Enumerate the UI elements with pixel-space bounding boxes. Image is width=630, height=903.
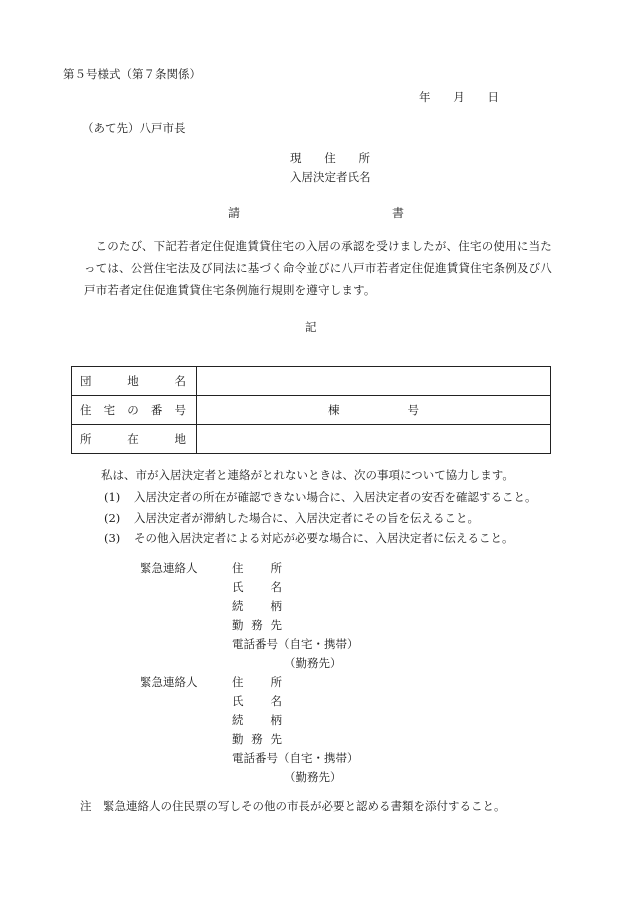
room-unit-label: 号 bbox=[407, 403, 419, 417]
field-char: 続 bbox=[232, 713, 244, 727]
label-char: 地 bbox=[174, 432, 186, 446]
contact-relationship-label bbox=[232, 715, 282, 727]
contact-address-label bbox=[232, 677, 282, 689]
building-unit-label: 棟 bbox=[328, 403, 340, 417]
note-text: 緊急連絡人の住民票の写しその他の市長が必要と認める書類を添付すること。 bbox=[103, 799, 506, 813]
document-title bbox=[228, 207, 404, 219]
field-char: 住 bbox=[232, 675, 244, 689]
field-char: 勤 bbox=[232, 618, 244, 632]
date-day-label: 日 bbox=[487, 90, 499, 104]
field-char: 名 bbox=[270, 580, 282, 594]
label-char: 団 bbox=[80, 374, 92, 388]
note-mark: 注 bbox=[80, 799, 92, 813]
pledge-line: び八戸市若者定住促進賃貸住宅条例施行規則を遵守します。 bbox=[84, 261, 553, 297]
label-char: 名 bbox=[174, 374, 186, 388]
label-char: 地 bbox=[127, 374, 139, 388]
label-char: 在 bbox=[127, 432, 139, 446]
title-char: 書 bbox=[391, 206, 404, 220]
address-char: 住 bbox=[324, 151, 336, 165]
date-line bbox=[419, 92, 499, 104]
cooperation-item-number: (1) bbox=[104, 490, 121, 504]
contact-name-label bbox=[232, 696, 282, 708]
pledge-line: たっては、公営住宅法及び同法に基づく命令並びに八戸市若者定住促進賃貸住宅条例及 bbox=[84, 239, 552, 275]
field-char: 柄 bbox=[270, 599, 282, 613]
contact-phone-label: 電話番号（自宅・携帯） bbox=[232, 637, 359, 651]
field-char: 務 bbox=[251, 732, 263, 746]
title-char: 請 bbox=[228, 206, 241, 220]
date-year-label: 年 bbox=[419, 90, 431, 104]
field-char: 務 bbox=[251, 618, 263, 632]
contact-name-label bbox=[232, 582, 282, 594]
field-char: 所 bbox=[270, 561, 282, 575]
contact-address-label bbox=[232, 563, 282, 575]
table-row bbox=[72, 367, 551, 396]
address-char: 現 bbox=[290, 151, 302, 165]
housing-complex-label bbox=[72, 367, 197, 396]
contact-workplace-label bbox=[232, 734, 282, 746]
field-char: 柄 bbox=[270, 713, 282, 727]
field-char: 氏 bbox=[232, 580, 244, 594]
contact-work-phone-label: （勤務先） bbox=[284, 656, 342, 670]
contact-work-phone-label: （勤務先） bbox=[284, 770, 342, 784]
label-char: 所 bbox=[80, 432, 92, 446]
table-row bbox=[72, 425, 551, 454]
field-char: 住 bbox=[232, 561, 244, 575]
cooperation-item-text: 入居決定者が滞納した場合に、入居決定者にその旨を伝えること。 bbox=[134, 511, 479, 525]
field-char: 続 bbox=[232, 599, 244, 613]
housing-number-label bbox=[72, 396, 197, 425]
applicant-name-label: 入居決定者氏名 bbox=[290, 170, 371, 184]
pledge-paragraph bbox=[84, 235, 552, 301]
field-char: 勤 bbox=[232, 732, 244, 746]
cooperation-item-number: (2) bbox=[104, 511, 121, 525]
field-char: 先 bbox=[270, 732, 282, 746]
emergency-contact-label: 緊急連絡人 bbox=[140, 675, 198, 689]
housing-number-field[interactable] bbox=[197, 396, 551, 425]
cooperation-intro: 私は、市が入居決定者と連絡がとれないときは、次の事項について協力します。 bbox=[101, 468, 514, 482]
ki-heading: 記 bbox=[305, 320, 317, 334]
addressee: （あて先）八戸市長 bbox=[82, 121, 186, 135]
location-field[interactable] bbox=[197, 425, 551, 454]
current-address-label bbox=[290, 153, 370, 165]
emergency-contact-label: 緊急連絡人 bbox=[140, 561, 198, 575]
address-char: 所 bbox=[358, 151, 370, 165]
table-row bbox=[72, 396, 551, 425]
cooperation-item-text: 入居決定者の所在が確認できない場合に、入居決定者の安否を確認すること。 bbox=[134, 490, 537, 504]
pledge-line: このたび、下記若者定住促進賃貸住宅の入居の承認を受けましたが、住宅の使用に当 bbox=[95, 239, 541, 253]
label-char: の bbox=[127, 403, 139, 417]
contact-relationship-label bbox=[232, 601, 282, 613]
contact-workplace-label bbox=[232, 620, 282, 632]
label-char: 住 bbox=[80, 403, 92, 417]
cooperation-item-text: その他入居決定者による対応が必要な場合に、入居決定者に伝えること。 bbox=[134, 531, 514, 545]
housing-complex-field[interactable] bbox=[197, 367, 551, 396]
field-char: 所 bbox=[270, 675, 282, 689]
cooperation-item-number: (3) bbox=[104, 531, 121, 545]
date-month-label: 月 bbox=[453, 90, 465, 104]
contact-phone-label: 電話番号（自宅・携帯） bbox=[232, 751, 359, 765]
label-char: 宅 bbox=[103, 403, 116, 417]
location-label bbox=[72, 425, 197, 454]
housing-info-table bbox=[71, 366, 551, 454]
field-char: 氏 bbox=[232, 694, 244, 708]
field-char: 先 bbox=[270, 618, 282, 632]
label-char: 番 bbox=[150, 403, 163, 417]
form-number-label: 第５号様式（第７条関係） bbox=[63, 67, 201, 81]
field-char: 名 bbox=[270, 694, 282, 708]
label-char: 号 bbox=[174, 403, 186, 417]
